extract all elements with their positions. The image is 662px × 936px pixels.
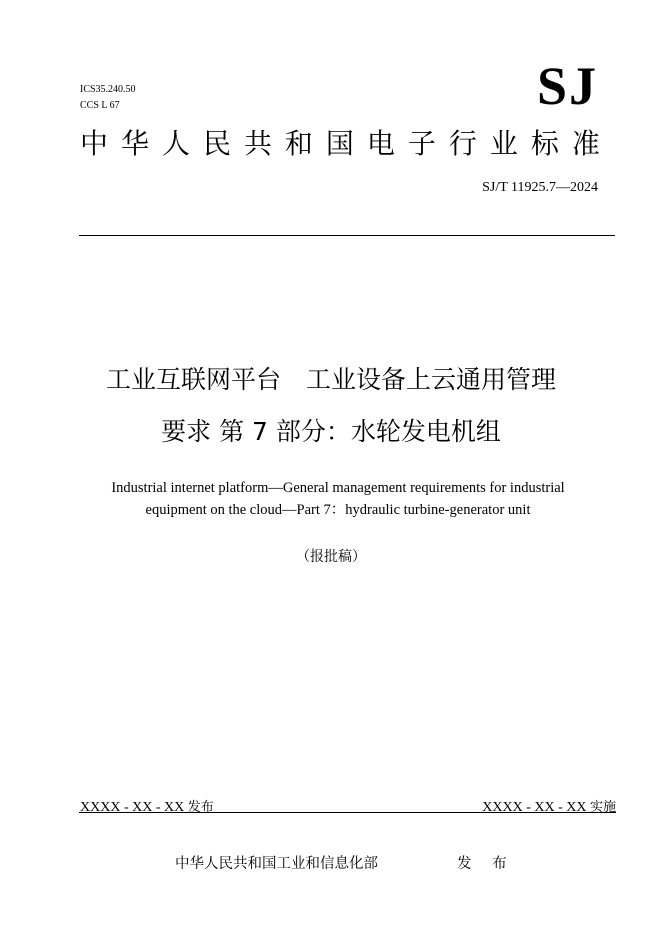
standard-name-char: 行 xyxy=(448,127,477,160)
draft-status: （报批稿） xyxy=(296,549,366,565)
standard-name-char: 华 xyxy=(120,127,149,160)
ics-code: ICS35.240.50 xyxy=(80,84,136,95)
title-cn-line-2: 要求 第 7 部分：水轮发电机组 xyxy=(161,417,501,446)
ccs-code: CCS L 67 xyxy=(80,100,120,111)
title-en xyxy=(60,477,616,521)
publish-date-value: XXXX - XX - XX xyxy=(80,800,185,815)
classification-codes xyxy=(80,82,136,114)
header-divider xyxy=(79,235,615,236)
standard-name-char: 标 xyxy=(530,127,559,160)
title-en-line-1: Industrial internet platform—General management requirements for industrial xyxy=(111,480,565,496)
standard-name-char: 共 xyxy=(243,127,272,160)
sj-logo: SJ xyxy=(536,56,598,116)
publish-label: 发布 xyxy=(187,800,214,815)
implement-date xyxy=(482,796,616,816)
implement-date-value: XXXX - XX - XX xyxy=(482,800,587,815)
publish-date xyxy=(80,796,214,816)
standard-name-char: 中 xyxy=(80,127,109,160)
standard-name-char: 人 xyxy=(161,127,190,160)
issue-label: 发 布 xyxy=(457,856,515,872)
footer-divider xyxy=(79,812,616,813)
implement-label: 实施 xyxy=(589,800,616,815)
title-cn-line-1: 工业互联网平台 工业设备上云通用管理 xyxy=(105,365,556,394)
standard-name-char: 电 xyxy=(366,127,395,160)
standard-name-char: 业 xyxy=(489,127,518,160)
title-en-line-2: equipment on the cloud—Part 7：hydraulic turbine-generator unit xyxy=(145,502,531,518)
standard-name-char: 准 xyxy=(571,127,600,160)
issuing-authority: 中华人民共和国工业和信息化部 xyxy=(175,856,378,872)
standard-number: SJ/T 11925.7—2024 xyxy=(482,180,598,195)
standard-name xyxy=(80,126,600,162)
standard-name-char: 子 xyxy=(407,127,436,160)
standard-name-char: 和 xyxy=(284,127,313,160)
standard-name-char: 民 xyxy=(202,127,231,160)
standard-name-char: 国 xyxy=(325,127,354,160)
